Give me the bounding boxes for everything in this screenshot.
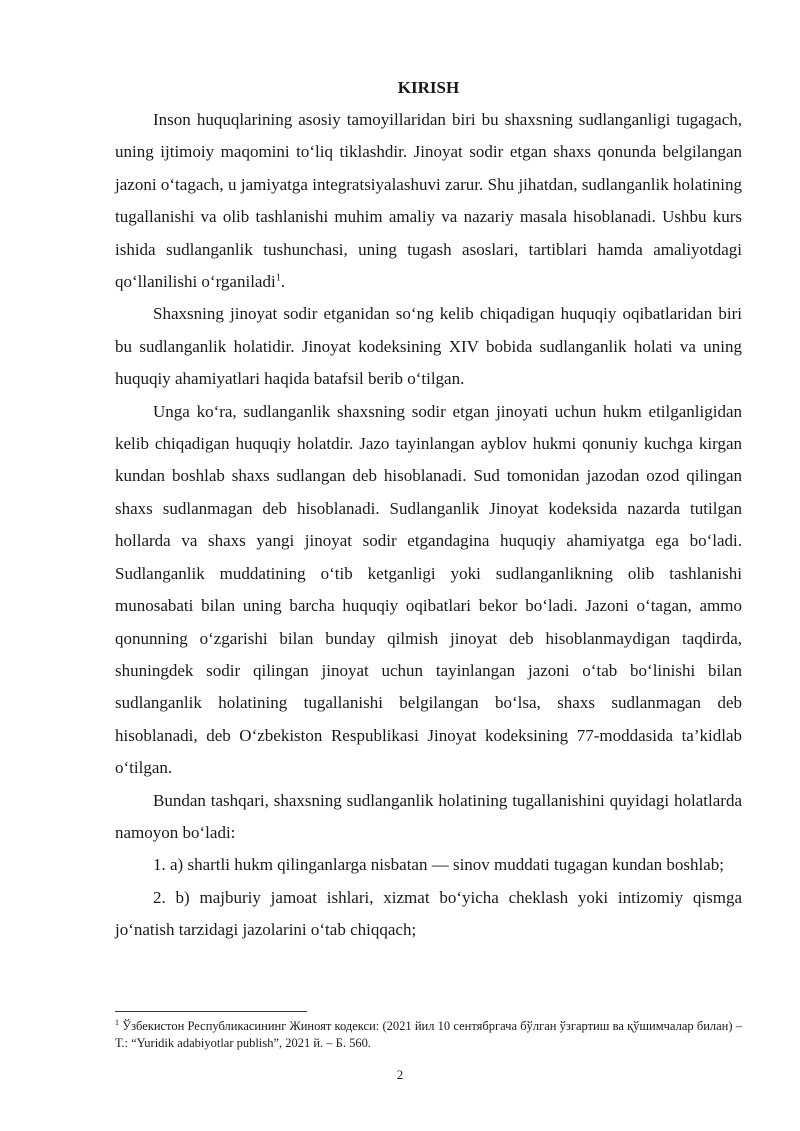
footnote-divider bbox=[115, 1011, 307, 1012]
paragraph-intro-text: Inson huquqlarining asosiy tamoyillaridan biri bu shaxsning sudlanganligi tugagach, uning ijtimoiy maqomini to‘liq tiklashdir. Jinoyat sodir etgan shaxs qonunda belgilangan jazoni o‘tagach, u jamiyatga integratsiyalashuvi zarur. Shu jihatdan, sudlanganlik holatining tugallanishi va olib tashlanishi muhim amaliy va nazariy masala hisoblanadi. Ushbu kurs ishida sudlanganlik tushunchasi, uning tugash asoslari, tartiblari hamda amaliyotdagi qo‘llanilishi o‘rganiladi bbox=[115, 110, 742, 292]
paragraph-4: Bundan tashqari, shaxsning sudlanganlik holatining tugallanishini quyidagi holatlarda namoyon bo‘ladi: bbox=[115, 790, 742, 842]
paragraph-intro: Inson huquqlarining asosiy tamoyillaridan biri bu shaxsning sudlanganligi tugagach, uning ijtimoiy maqomini to‘liq tiklashdir. Jinoyat sodir etgan shaxs qonunda belgilangan jazoni o‘tagach, u jamiyatga integratsiyalashuvi zarur. Shu jihatdan, sudlanganlik holatining tugallanishi va olib tashlanishi muhim amaliy va nazariy masala hisoblanadi. Ushbu kurs ishida sudlanganlik tushunchasi, uning tugash asoslari, tartiblari hamda amaliyotdagi qo‘llanilishi o‘rganiladi$^1$. bbox=[115, 110, 742, 292]
page-number: 2 bbox=[396, 1067, 404, 1082]
paragraph-2: Shaxsning jinoyat sodir etganidan so‘ng kelib chiqadigan huquqiy oqibatlaridan biri bu sudlanganlik holatidir. Jinoyat kodeksining XIV bobida sudlanganlik holati va uning huquqiy ahamiyatlari haqida batafsil berib o‘tilgan. bbox=[115, 304, 742, 389]
footnote-text: Ўзбекистон Республикасининг Жиноят кодекси: (2021 йил 10 сентябргача бўлган ўзгартиш ва қўшимчалар билан) – Т.: “Yuridik adabiyotlar publish”, 2021 й. – Б. 560. bbox=[115, 1019, 742, 1050]
list-item-2: 2. b) majburiy jamoat ishlari, xizmat bo‘yicha cheklash yoki intizomiy qismga jo‘natish tarzidagi jazolarini o‘tab chiqqach; bbox=[115, 887, 742, 940]
document-body bbox=[115, 104, 742, 947]
footnote bbox=[115, 1018, 742, 1052]
list-item-1: 1. a) shartli hukm qilinganlarga nisbatan — sinov muddati tugagan kundan boshlab; bbox=[153, 855, 724, 875]
paragraph-3: Unga ko‘ra, sudlanganlik shaxsning sodir etgan jinoyati uchun hukm etilganligidan kelib chiqadigan huquqiy holatdir. Jazo tayinlangan ayblov hukmi qonuniy kuchga kirgan kundan boshlab shaxs sudlangan deb hisoblanadi. Sud tomonidan jazodan ozod qilingan shaxs sudlanmagan deb hisoblanadi. Sudlanganlik Jinoyat kodeksida nazarda tutilgan hollarda va shaxs yangi jinoyat sodir etgandagina huquqiy ahamiyatga ega bo‘ladi. Sudlanganlik muddatining o‘tib ketganligi yoki sudlanganlikning olib tashlanishi munosabati bilan uning barcha huquqiy oqibatlari bekor bo‘ladi. Jazoni o‘tagan, ammo qonunning o‘zgarishi bilan bunday qilmish jinoyat deb hisoblanmaydigan taqdirda, shuningdek sodir qilingan jinoyat uchun tayinlangan jazoni o‘tab bo‘linishi bilan sudlanganlik holatining tugallanishi belgilangan bo‘lsa, shaxs sudlanmagan deb hisoblanadi, deb O‘zbekiston Respublikasi Jinoyat kodeksining 77-moddasida ta’kidlab o‘tilgan. bbox=[115, 401, 742, 778]
footnote-reference: 1 bbox=[275, 272, 281, 284]
footnote-mark: 1 bbox=[115, 1017, 119, 1027]
section-title: KIRISH bbox=[397, 78, 460, 97]
